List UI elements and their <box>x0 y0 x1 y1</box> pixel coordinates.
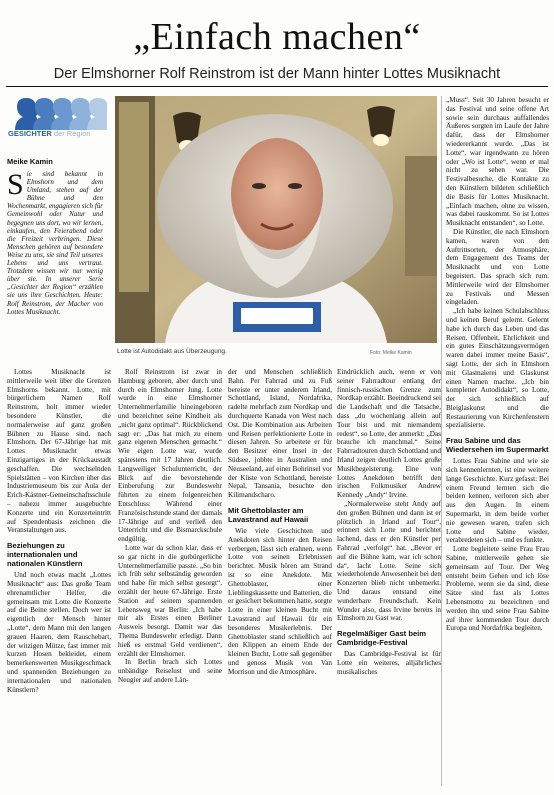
article-column-4 <box>337 368 441 786</box>
paragraph: Lotte war da schon klar, dass er so gar nicht in die gutbürgerliche Unternehmerfamilie passte. „So bin ich früh sehr selbständig geworden und habe für mich selbst gesorgt“, erzählt der heute 67-Jährige. Erste Station auf seinem spannenden Lebensweg war Berlin: „Ich habe mir als Erstes einen Berliner Ausweis besorgt. Damit war das Thema Bundeswehr erledigt. Dann hieß es erstmal Geld verdienen“, erzählt der Elmshorner. <box>118 543 222 658</box>
paragraph: Lottes Frau Sabine und wie sie sich kennenlernten, ist eine weitere lange Geschichte. Kurz gefasst: Bei einem Freund lernten sich die beiden kennen, verloren sich aber aus den Augen. In einem Supermarkt, in dem beide vorher nie gewesen waren, trafen sich Lotte und Sabine wieder, verabredeten sich – und es funkte. <box>446 457 549 545</box>
portrait-photo-image <box>115 96 437 343</box>
intro-dropcap: S <box>7 170 24 201</box>
subheadline: Der Elmshorner Rolf Reinstrom ist der Mann hinter Lottes Musiknacht <box>53 66 501 82</box>
portrait-photo <box>115 96 437 343</box>
paragraph: Lotte begleitete seine Frau Frau Sabine, mittlerweile gehen sie gemeinsam auf Tour. Der Weg entsteht beim Gehen und ich löse Probleme, wenn sie da sind, diese Sätze sind fast als Lottes Lebensmotto zu bezeichnen und werden ihn und seine Frau Sabine auf ihrer kommenden Tour durch Europa und Nordafrika begleiten. <box>446 545 549 633</box>
subheading: Regelmäßiger Gast beim Cambridge-Festival <box>337 629 427 648</box>
paragraph: der und Menschen schließlich Bahn. Per Fahrrad und zu Fuß bereiste er unter anderem Irland, Schottland, Island, Nordafrika, radelte mehrfach zum Nordkap und durchquerte Kanada von West nach Ost. Die Kombination aus Arbeiten und Reisen perfektionierte Lotte in diesen Jahren. So arbeitete er für den Besitzer einer Insel in der Südsee, jobbte in Australien und Neuseeland, auf einer Bohrinsel vor der Küste von Schottland, bereiste Nepal, Tansania, besuchte den Kilimandscharo. <box>228 368 332 500</box>
subheading: Beziehungen zu internationalen und nationalen Künstlern <box>7 541 83 569</box>
paragraph: „Muss“. Seit 30 Jahren besucht er das Festival und seine offene Art sowie sein durchaus auffallendes Äußeres sorgten im Laufe der Jahre dafür, dass der Elmshorner wiedererkannt wurde. „Das ist Lotte“, war irgendwann zu hören oder „Wo ist Lotte“, wenn er mal nicht zu sehen war. Die Festivalbesuche, die Kontakte zu den Künstlern bildeten schließlich die Basis für Lottes Musiknacht. „Einfach machen, ohne zu wissen, was dabei rauskommt. So ist Lottes Musiknacht entstanden“, so Lotte. <box>446 96 549 228</box>
series-logo-text-main: GESICHTER <box>8 129 52 138</box>
subheading: Frau Sabine und das Wiedersehen im Supermarkt <box>446 436 549 455</box>
series-logo-text-light: der Region <box>51 129 91 138</box>
article-column-3 <box>228 368 332 786</box>
headline-rule <box>6 86 548 87</box>
series-logo <box>7 96 107 142</box>
photo-credit: Foto: Meike Kamin <box>370 350 412 356</box>
intro-text <box>7 170 103 360</box>
paragraph: Rolf Reinstrom ist zwar in Hamburg geboren, aber durch und durch ein Elmshorner Jung. Lotte wurde in eine Elmshorner Unternehmerfamilie hineingeboren und bezeichnet seine Kindheit als „nicht ganz optimal“. Rückblickend sagt er: „Das hat mich zu einem ganz eigenen Menschen gemacht.“ Wie eigen Lotte war, wurde spätestens mit 17 Jahren deutlich. Langweiliger Schulunterricht, der Blick auf die bevorstehende Einberufung zur Bundeswehr führten zu einem folgenreichen Entschluss: Während einer Französischstunde stand der damals 17-Jährige auf und verließ den Unterricht und die Bismarckschule endgültig. <box>118 368 222 544</box>
photo-caption: Lotte ist Autodidakt aus Überzeugung. <box>117 348 227 355</box>
paragraph: Die Künstler, die nach Elmshorn kamen, waren von den Auftrittsorten, der Atmosphäre, dem Engagement des Teams der Musiknacht und von Lotte begeistert. Das sprach sich rum. Mittlerweile wird der Elmshorner zu Festivals und Messen eingeladen. <box>446 227 549 307</box>
subheading: Mit Ghettoblaster am Lavastrand auf Hawaii <box>228 505 309 524</box>
series-logo-text <box>8 129 108 138</box>
paragraph: Lottes Musiknacht ist mittlerweile weit über die Grenzen Elmshorns bekannt. Lotte, mit bürgerlichem Namen Rolf Reinstrom, holt immer wieder besondere Künstler, die normalerweise auf ganz großen Bühnen zu Hause sind, nach Elmshorn. Der 67-Jährige hat mit Lottes Musiknacht etwas Einzigartiges in der Krückaustadt geschaffen. Die wechselnden Spielstätten – von Kirchen über das Industriemuseum bis zur Aula der Erich-Kästner-Gemeinschaftsschule – nahezu immer ausgebuchte Konzerte und ein Konzerteintritt auf Spendenbasis zeichnen die Veranstaltungen aus. <box>7 368 111 535</box>
paragraph: Wie viele Geschichten und Anekdoten sich hinter den Reisen verbergen, lässt sich erahnen, wenn Lotte von seinen Erlebnissen berichtet. Musik hören am Strand ist so eine Anekdote. Mit Ghettoblaster, einer Lieblingskassette und Batterien, die er gesichert bekommen hatte, sorgte Lotte in einer kleinen Bucht mit Lavastrand auf Hawaii für ein besonderes Musikerlebnis. Der Ghettoblaster stand schließlich auf den Klippen an einem Ende der kleinen Bucht, Lotte saß gegenüber und genoss Musik von Van Morrison und die Atmosphäre. <box>228 526 332 676</box>
paragraph: Eindrücklich auch, wenn er von seiner Fahrradtour entlang der finnisch-russischen Grenze zum Nordkap erzählt. Beeindruckend sei die Landschaft und die Tatsache, dass „du wochenlang allein auf Tour bist und mit niemandem redest“, so Lotte, der anmerkt: „Das brauche ich manchmal.“ Seine Fahrradtouren durch Schottland und Irland zeigen deutlich Lottes große Musikbegeisterung. Eine von Lottes Anekdoten betrifft den irischen Folkmusiker Andrew Kennedy „Andy“ Irvine. <box>337 368 441 500</box>
paragraph: Und noch etwas macht „Lottes Musiknacht“ aus: Das große Team ehrenamtlicher Helfer, die gemeinsam mit Lotte die Konzerte auf die Beine stellen. Doch wer ist eigentlich der Mensch hinter „Lotte“, dem Mann mit den langen grauen Haaren, dem Rauschebart, der witzigen Mütze, fast immer mit kurzen Hosen bekleidet, einem bemerkenswerten Musikgeschmack und spannenden Beziehungen zu internationalen und nationalen Künstlern? <box>7 571 111 694</box>
paragraph: In Berlin brach sich Lottes unbändige Reiselust und seine Neugier auf andere Län- <box>118 658 222 684</box>
paragraph: Das Cambridge-Festival ist für Lotte ein weiteres, alljährliches musikalisches <box>337 650 441 676</box>
column-divider <box>441 96 442 786</box>
headline: „Einfach machen“ <box>133 16 421 58</box>
article-column-5 <box>446 96 549 786</box>
author-byline: Meike Kamin <box>7 157 53 166</box>
paragraph: „Normalerweise steht Andy auf den großen Bühnen und dann ist er plötzlich in Irland auf Tour“, erinnert sich Lotte und berichtet lachend, dass er den Künstler per Fahrrad „verfolgt“ hat. „Bevor er auf die Bühne kam, war ich schon da“, lacht Lotte. Seine sich wiederholende Anwesenheit bei den Konzerten blieb nicht unbemerkt. Und daraus entstand eine wunderbare Freundschaft. Kein Wunder also, dass Irvine bereits in Elmshorn zu Gast war. <box>337 499 441 623</box>
article-column-1 <box>7 368 111 786</box>
article-column-2 <box>118 368 222 786</box>
series-logo-heads-icon <box>7 96 107 130</box>
intro-body: ie sind bekannt in Elmshorn und dem Umland, stehen auf der Bühne und den Wochenmarkt, engagieren sich für Gemeinwohl oder Natur und begegnen uns dort, wo wir lernen, einkaufen, den Feierabend oder die Freizeit verbringen. Diese Menschen gehören auf besondere Weise zu uns, sie sind Teil unseres Lebens und uns vertraut. Trotzdem wissen wir nur wenig über sie. In unserer Serie „Gesichter der Region“ erzählen sie uns ihre Geschichten. Heute: Rolf Reinstrom, der Macher von Lottes Musiknacht. <box>7 170 103 316</box>
paragraph: „Ich habe keinen Schulabschluss und keinen Beruf gelernt. Gelernt habe ich durch das Leben und das Reisen. Offenheit, Ehrlichkeit und ein gutes Einschätzungsvermögen waren dabei immer meine Basis“, sagt Lotte, der sich in Elmshorn mit Glasmalerei und Glaskunst einen Namen machte. „Ich bin kompletter Autodidakt“, so Lotte, der sich schließlich auf Bleiglaskunst und die Restaurierung von Kirchenfenstern spezialisierte. <box>446 307 549 430</box>
